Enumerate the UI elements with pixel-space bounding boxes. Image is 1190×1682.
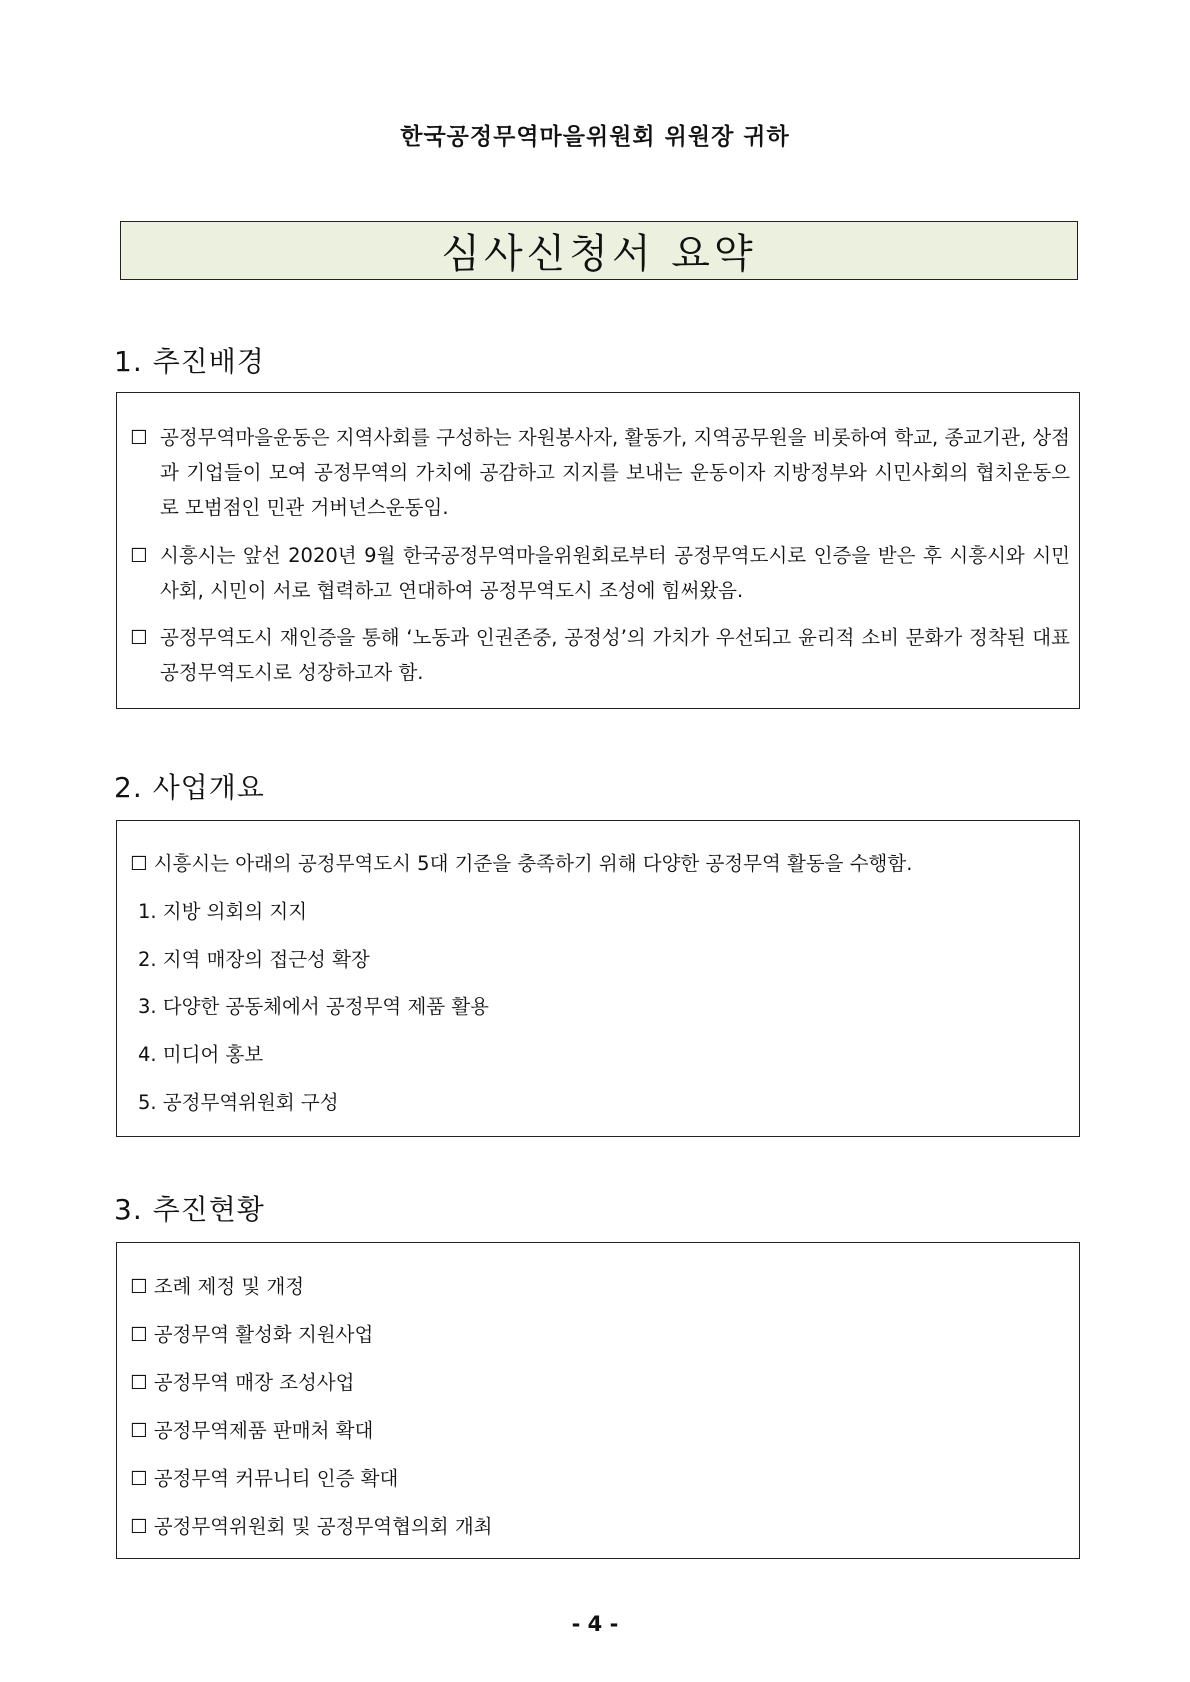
status-item-text: 공정무역 활성화 지원사업 xyxy=(153,1323,374,1346)
checkbox-icon: ☐ xyxy=(130,1275,148,1298)
status-item-text: 공정무역위원회 및 공정무역협의회 개최 xyxy=(153,1515,493,1538)
status-item xyxy=(130,1465,398,1493)
section-heading-background: 1. 추진배경 xyxy=(114,345,265,378)
background-paragraph xyxy=(130,538,1070,608)
status-item xyxy=(130,1417,373,1445)
status-item-text: 공정무역 매장 조성사업 xyxy=(153,1371,355,1394)
status-item xyxy=(130,1321,373,1349)
checkbox-icon: ☐ xyxy=(130,1467,148,1490)
status-item-text: 조례 제정 및 개정 xyxy=(153,1275,305,1298)
paragraph-text: 공정무역도시 재인증을 통해 ‘노동과 인권존중, 공정성’의 가치가 우선되고 윤리적 소비 문화가 정착된 대표 공정무역도시로 성장하고자 함. xyxy=(160,626,1070,684)
paragraph-text: 시흥시는 앞선 2020년 9월 한국공정무역마을위원회로부터 공정무역도시로 인증을 받은 후 시흥시와 시민사회, 시민이 서로 협력하고 연대하여 공정무역도시 조성에 힘써왔음. xyxy=(160,544,1070,602)
checkbox-icon: ☐ xyxy=(130,426,148,449)
page-number: - 4 - xyxy=(571,1612,619,1636)
status-item xyxy=(130,1369,354,1397)
criteria-item: 1. 지방 의회의 지지 xyxy=(138,900,308,923)
checkbox-icon: ☐ xyxy=(130,626,148,649)
title-box xyxy=(120,221,1078,280)
criteria-item: 4. 미디어 홍보 xyxy=(138,1043,264,1066)
status-item-text: 공정무역제품 판매처 확대 xyxy=(153,1419,374,1442)
criteria-item: 3. 다양한 공동체에서 공정무역 제품 활용 xyxy=(138,995,489,1018)
paragraph-text: 공정무역마을운동은 지역사회를 구성하는 자원봉사자, 활동가, 지역공무원을 비롯하여 학교, 종교기관, 상점과 기업들이 모여 공정무역의 가치에 공감하고 지지를 보내는 운동이자 지방정부와 시민사회의 협치운동으로 모범점인 민관 거버넌스운동임. xyxy=(160,426,1070,519)
checkbox-icon: ☐ xyxy=(130,1371,148,1394)
section-heading-overview: 2. 사업개요 xyxy=(114,771,265,804)
section-heading-status: 3. 추진현황 xyxy=(114,1193,265,1226)
status-item-text: 공정무역 커뮤니티 인증 확대 xyxy=(153,1467,399,1490)
criteria-item: 5. 공정무역위원회 구성 xyxy=(138,1091,339,1114)
recipient-line: 한국공정무역마을위원회 위원장 귀하 xyxy=(400,124,790,150)
checkbox-icon: ☐ xyxy=(130,1323,148,1346)
checkbox-icon: ☐ xyxy=(130,544,148,567)
checkbox-icon: ☐ xyxy=(130,1515,148,1538)
intro-text: 시흥시는 아래의 공정무역도시 5대 기준을 충족하기 위해 다양한 공정무역 활동을 수행함. xyxy=(153,852,913,875)
status-item xyxy=(130,1513,493,1541)
overview-intro xyxy=(130,850,912,878)
background-paragraph xyxy=(130,420,1070,525)
status-item xyxy=(130,1273,304,1301)
criteria-item: 2. 지역 매장의 접근성 확장 xyxy=(138,948,370,971)
background-paragraph xyxy=(130,620,1070,690)
checkbox-icon: ☐ xyxy=(130,852,148,875)
checkbox-icon: ☐ xyxy=(130,1419,148,1442)
document-title: 심사신청서 요약 xyxy=(441,231,757,277)
